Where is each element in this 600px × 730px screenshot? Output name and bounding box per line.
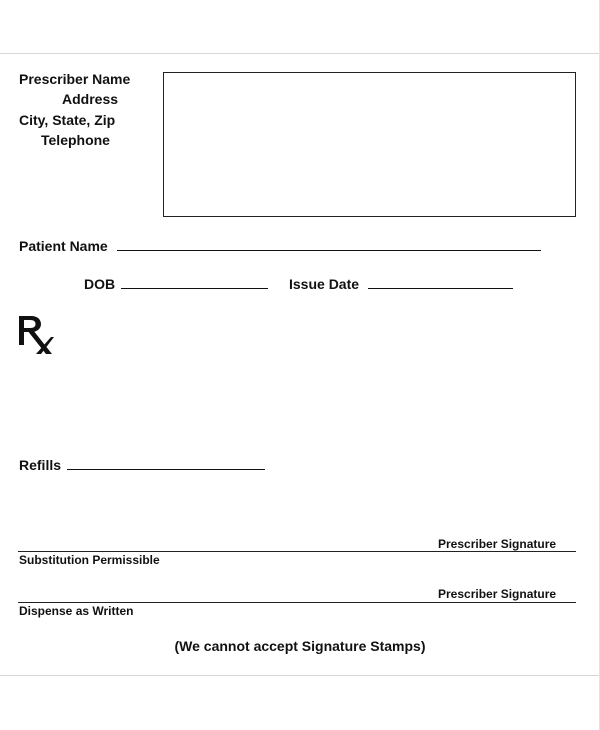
- prescriber-signature-label-1: Prescriber Signature: [438, 537, 557, 551]
- prescriber-name-label: Prescriber Name: [19, 71, 131, 87]
- prescriber-city-label: City, State, Zip: [19, 112, 116, 128]
- refills-line[interactable]: [67, 469, 265, 470]
- prescriber-info-box[interactable]: [163, 72, 576, 217]
- prescriber-address-label: Address: [62, 91, 119, 107]
- prescriber-signature-label-2: Prescriber Signature: [438, 587, 557, 601]
- dispense-as-written-label: Dispense as Written: [19, 604, 134, 618]
- dob-label: DOB: [84, 276, 116, 292]
- signature-line-1[interactable]: [18, 551, 576, 552]
- patient-name-label: Patient Name: [19, 238, 108, 254]
- patient-name-line[interactable]: [117, 250, 541, 251]
- page-bottom-border: [0, 675, 600, 676]
- signature-line-2[interactable]: [18, 602, 576, 603]
- prescriber-telephone-label: Telephone: [41, 132, 110, 148]
- issue-date-line[interactable]: [368, 288, 513, 289]
- issue-date-label: Issue Date: [289, 276, 360, 292]
- substitution-permissible-label: Substitution Permissible: [19, 553, 160, 567]
- dob-line[interactable]: [121, 288, 268, 289]
- rx-symbol-icon: [18, 314, 54, 356]
- page-top-border: [0, 53, 600, 54]
- signature-stamp-note: (We cannot accept Signature Stamps): [174, 638, 426, 654]
- refills-label: Refills: [19, 457, 62, 473]
